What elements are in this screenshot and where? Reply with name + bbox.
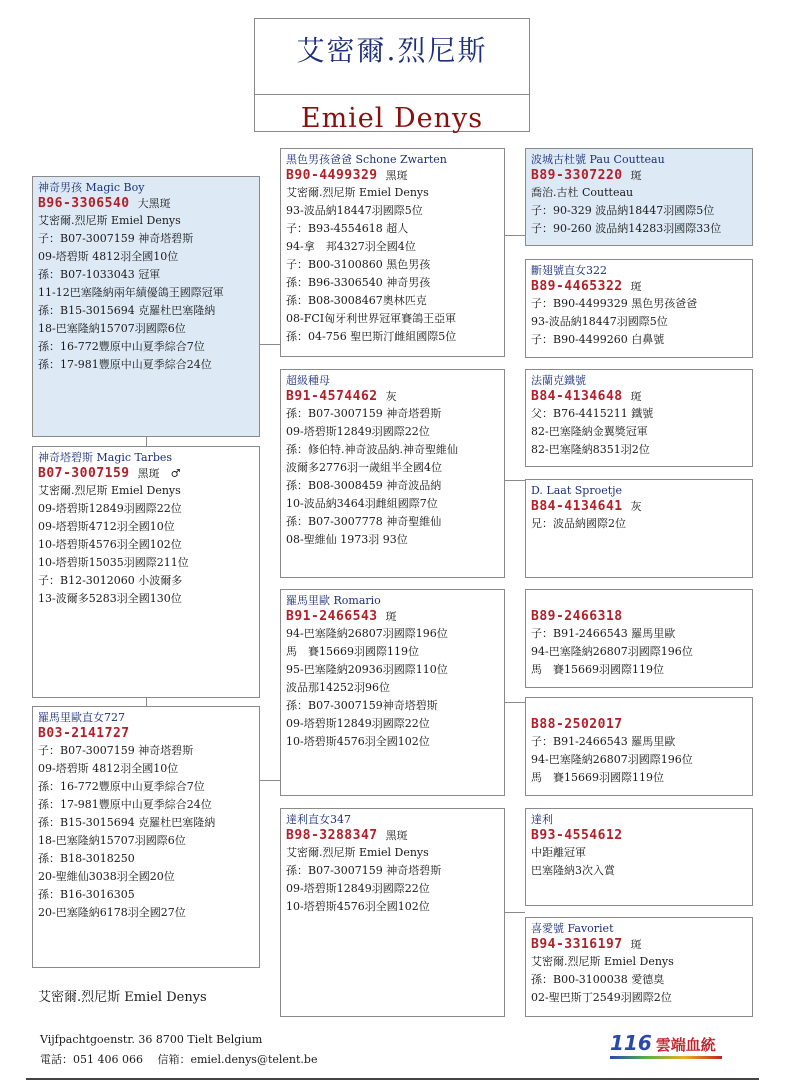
ring-number: B07-3007159 黑斑 ♂: [38, 466, 181, 481]
card-line: 09-塔碧斯12849羽國際22位: [286, 882, 430, 895]
ring-number: B89-4465322 斑: [531, 279, 642, 294]
card-line: 94-巴塞隆納26807羽國際196位: [286, 627, 448, 640]
pedigree-card-dam-sire: [280, 589, 505, 796]
card-line: 孫：04-756 聖巴斯汀雌組國際5位: [286, 330, 457, 343]
card-line: 10-塔碧斯4576羽全國102位: [286, 735, 430, 748]
bottom-rule: [26, 1078, 759, 1080]
pedigree-card-ggd-3: [525, 697, 753, 796]
card-line: 09-塔碧斯12849羽國際22位: [286, 717, 430, 730]
card-name: 羅馬里歐 Romario: [286, 594, 381, 607]
connector: [505, 235, 525, 236]
pedigree-card-sire-dam: [280, 369, 505, 578]
card-name: D. Laat Sproetje: [531, 484, 623, 497]
connector: [505, 702, 525, 703]
card-name: 羅馬里歐直女727: [38, 711, 125, 724]
card-line: 孫：16-772豐原中山夏季綜合7位: [38, 780, 205, 793]
card-line: 93-波品納18447羽國際5位: [531, 315, 668, 328]
connector: [505, 480, 525, 481]
card-line: 18-巴塞隆納15707羽國際6位: [38, 834, 186, 847]
pedigree-card-dam-dam: [280, 808, 505, 1017]
card-line: 兄：波品納國際2位: [531, 517, 626, 530]
card-line: 10-波品納3464羽雌組國際7位: [286, 497, 438, 510]
breeder-address: Vijfpachtgoenstr. 36 8700 Tielt Belgium: [40, 1033, 263, 1046]
card-name: 黑色男孩爸爸 Schone Zwarten: [286, 153, 447, 166]
ring-number: B89-2466318: [531, 609, 623, 624]
ring-number: B88-2502017: [531, 717, 623, 732]
card-name: 超級種母: [286, 374, 330, 387]
card-line: 孫：B08-3008467奧林匹克: [286, 294, 427, 307]
card-line: 孫：B08-3008459 神奇波品納: [286, 479, 442, 492]
card-line: 孫：修伯特.神奇波品納.神奇聖維仙: [286, 443, 458, 456]
card-line: 09-塔碧斯 4812羽全國10位: [38, 250, 179, 263]
title-english: Emiel Denys: [300, 103, 484, 134]
card-name: 波城古杜號 Pau Coutteau: [531, 153, 665, 166]
pedigree-card-sire-sire: [280, 148, 505, 357]
pedigree-card-ggd-1: [525, 259, 753, 358]
pedigree-card-ggd-4: [525, 917, 753, 1017]
card-lines: [38, 742, 254, 922]
color-note: 斑: [630, 938, 642, 951]
card-line: 馬 賽15669羽國際119位: [531, 663, 664, 676]
card-line: 94-巴塞隆納26807羽國際196位: [531, 645, 693, 658]
card-line: 父：B76-4415211 鐵號: [531, 407, 654, 420]
ring-number: B84-4134648 斑: [531, 389, 642, 404]
card-line: 20-巴塞隆納6178羽全國27位: [38, 906, 186, 919]
card-line: 子：B91-2466543 羅馬里歐: [531, 735, 676, 748]
connector: [260, 344, 280, 345]
ring-number: B98-3288347 黑斑: [286, 828, 408, 843]
card-line: 子：B90-4499260 白鼻號: [531, 333, 665, 346]
connector: [146, 437, 147, 446]
card-name: 達利: [531, 813, 553, 826]
card-lines: [531, 625, 747, 679]
card-line: 波品那14252羽96位: [286, 681, 390, 694]
card-line: 子：B07-3007159 神奇塔碧斯: [38, 744, 194, 757]
logo-underline: [610, 1056, 722, 1059]
card-name: 神奇男孩 Magic Boy: [38, 181, 145, 194]
ring-number: B91-2466543 斑: [286, 609, 397, 624]
card-lines: [531, 295, 747, 349]
card-lines: [286, 844, 499, 916]
ring-number: B90-4499329 黑斑: [286, 168, 408, 183]
card-line: 95-巴塞隆納20936羽國際110位: [286, 663, 448, 676]
pedigree-card-ggs-3: [525, 589, 753, 688]
card-line: 艾密爾.烈尼斯 Emiel Denys: [531, 955, 674, 968]
title-box: [254, 18, 530, 132]
card-line: 孫：B16-3016305: [38, 888, 135, 901]
card-lines: [286, 405, 499, 549]
pedigree-card-ggs-2: [525, 369, 753, 467]
card-line: 子：B00-3100860 黑色男孩: [286, 258, 431, 271]
pedigree-card-subject: [32, 176, 260, 437]
card-line: 09-塔碧斯12849羽國際22位: [38, 502, 182, 515]
color-note: 灰: [385, 390, 397, 403]
card-line: 孫：16-772豐原中山夏季綜合7位: [38, 340, 205, 353]
card-line: 孫：B07-3007778 神奇聖維仙: [286, 515, 442, 528]
card-line: 孫：B07-3007159神奇塔碧斯: [286, 699, 438, 712]
card-name: 神奇塔碧斯 Magic Tarbes: [38, 451, 173, 464]
card-line: 02-聖巴斯丁2549羽國際2位: [531, 991, 672, 1004]
card-line: 09-塔碧斯4712羽全國10位: [38, 520, 175, 533]
card-line: 孫：17-981豐原中山夏季綜合24位: [38, 798, 212, 811]
card-line: 喬治.古杜 Coutteau: [531, 186, 634, 199]
card-line: 11-12巴塞隆納兩年績優鴿王國際冠軍: [38, 286, 224, 299]
pedigree-card-ggd-2: [525, 479, 753, 578]
card-line: 82-巴塞隆納金翼獎冠軍: [531, 425, 648, 438]
card-line: 孫：B07-3007159 神奇塔碧斯: [286, 864, 442, 877]
card-line: 08-FCI匈牙利世界冠軍賽鴿王亞軍: [286, 312, 457, 325]
color-note: 斑: [385, 610, 397, 623]
card-line: 09-塔碧斯 4812羽全國10位: [38, 762, 179, 775]
color-note: 黑斑: [385, 829, 408, 842]
card-lines: [38, 212, 254, 374]
card-lines: [531, 405, 747, 459]
card-line: 艾密爾.烈尼斯 Emiel Denys: [286, 186, 429, 199]
color-note: 黑斑 ♂: [137, 467, 181, 480]
card-line: 子：B90-4499329 黑色男孩爸爸: [531, 297, 698, 310]
card-name: 斷翅號直女322: [531, 264, 607, 277]
card-line: 13-波爾多5283羽全國130位: [38, 592, 182, 605]
color-note: 黑斑: [385, 169, 408, 182]
ring-number: B03-2141727: [38, 726, 130, 741]
card-line: 子：B93-4554618 超人: [286, 222, 409, 235]
card-line: 艾密爾.烈尼斯 Emiel Denys: [38, 214, 181, 227]
card-line: 09-塔碧斯12849羽國際22位: [286, 425, 430, 438]
card-lines: [531, 953, 747, 1007]
breeder-name: 艾密爾.烈尼斯 Emiel Denys: [38, 990, 207, 1005]
color-note: 斑: [630, 390, 642, 403]
card-name: 喜愛號 Favoriet: [531, 922, 614, 935]
card-line: 18-巴塞隆納15707羽國際6位: [38, 322, 186, 335]
connector: [146, 698, 147, 706]
card-lines: [286, 625, 499, 751]
ring-number: B89-3307220 斑: [531, 168, 642, 183]
card-line: 馬 賽15669羽國際119位: [286, 645, 419, 658]
color-note: 斑: [630, 280, 642, 293]
logo-number: 116: [610, 1031, 652, 1055]
card-line: 10-塔碧斯4576羽全國102位: [38, 538, 182, 551]
card-line: 10-塔碧斯15035羽國際211位: [38, 556, 189, 569]
title-chinese: 艾密爾.烈尼斯: [296, 34, 488, 67]
card-line: 孫：B18-3018250: [38, 852, 135, 865]
pedigree-card-sire: [32, 446, 260, 698]
card-line: 艾密爾.烈尼斯 Emiel Denys: [286, 846, 429, 859]
color-note: 斑: [630, 169, 642, 182]
pedigree-card-dam: [32, 706, 260, 968]
card-line: 孫：B07-3007159 神奇塔碧斯: [286, 407, 442, 420]
ring-number: B84-4134641 灰: [531, 499, 642, 514]
card-lines: [531, 844, 747, 880]
title-divider: [255, 94, 529, 95]
card-line: 94-巴塞隆納26807羽國際196位: [531, 753, 693, 766]
card-line: 馬 賽15669羽國際119位: [531, 771, 664, 784]
card-line: 子：B91-2466543 羅馬里歐: [531, 627, 676, 640]
color-note: 灰: [630, 500, 642, 513]
card-line: 孫：17-981豐原中山夏季綜合24位: [38, 358, 212, 371]
card-lines: [531, 515, 747, 533]
connector: [505, 912, 525, 913]
card-line: 82-巴塞隆納8351羽2位: [531, 443, 650, 456]
card-lines: [531, 184, 747, 238]
breeder-contact: 電話：051 406 066 信箱：emiel.denys@telent.be: [40, 1053, 318, 1066]
card-line: 孫：B96-3306540 神奇男孩: [286, 276, 431, 289]
ring-number: B91-4574462 灰: [286, 389, 397, 404]
card-line: 孫：B15-3015694 克羅杜巴塞隆納: [38, 816, 216, 829]
card-name: 法蘭克鐵號: [531, 374, 586, 387]
card-line: 93-波品納18447羽國際5位: [286, 204, 423, 217]
card-name: [531, 701, 747, 716]
card-line: 子：90-260 波品納14283羽國際33位: [531, 222, 722, 235]
pedigree-card-ggs-1: [525, 148, 753, 246]
card-line: 孫：B15-3015694 克羅杜巴塞隆納: [38, 304, 216, 317]
logo-text: 雲端血統: [655, 1036, 716, 1054]
card-lines: [38, 482, 254, 608]
card-line: 中距離冠軍: [531, 846, 586, 859]
pedigree-card-ggs-4: [525, 808, 753, 906]
ring-number: B94-3316197 斑: [531, 937, 642, 952]
ring-number: B96-3306540 大黑斑: [38, 196, 171, 211]
card-name: [531, 593, 747, 608]
ring-number: B93-4554612: [531, 828, 623, 843]
card-line: 94-拿 邦4327羽全國4位: [286, 240, 416, 253]
card-line: 波爾多2776羽一歲組半全國4位: [286, 461, 442, 474]
card-line: 巴塞隆納3次入賞: [531, 864, 615, 877]
card-line: 艾密爾.烈尼斯 Emiel Denys: [38, 484, 181, 497]
card-line: 子：90-329 波品納18447羽國際5位: [531, 204, 715, 217]
card-line: 孫：B07-1033043 冠軍: [38, 268, 161, 281]
card-line: 子：B07-3007159 神奇塔碧斯: [38, 232, 194, 245]
card-lines: [531, 733, 747, 787]
site-logo: [610, 1031, 716, 1055]
card-line: 08-聖維仙 1973羽 93位: [286, 533, 408, 546]
card-line: 孫：B00-3100038 愛德臭: [531, 973, 665, 986]
card-name: 達利直女347: [286, 813, 351, 826]
card-line: 子：B12-3012060 小波爾多: [38, 574, 183, 587]
color-note: 大黑斑: [137, 197, 171, 210]
connector: [260, 780, 280, 781]
card-lines: [286, 184, 499, 346]
card-line: 10-塔碧斯4576羽全國102位: [286, 900, 430, 913]
card-line: 20-聖維仙3038羽全國20位: [38, 870, 175, 883]
